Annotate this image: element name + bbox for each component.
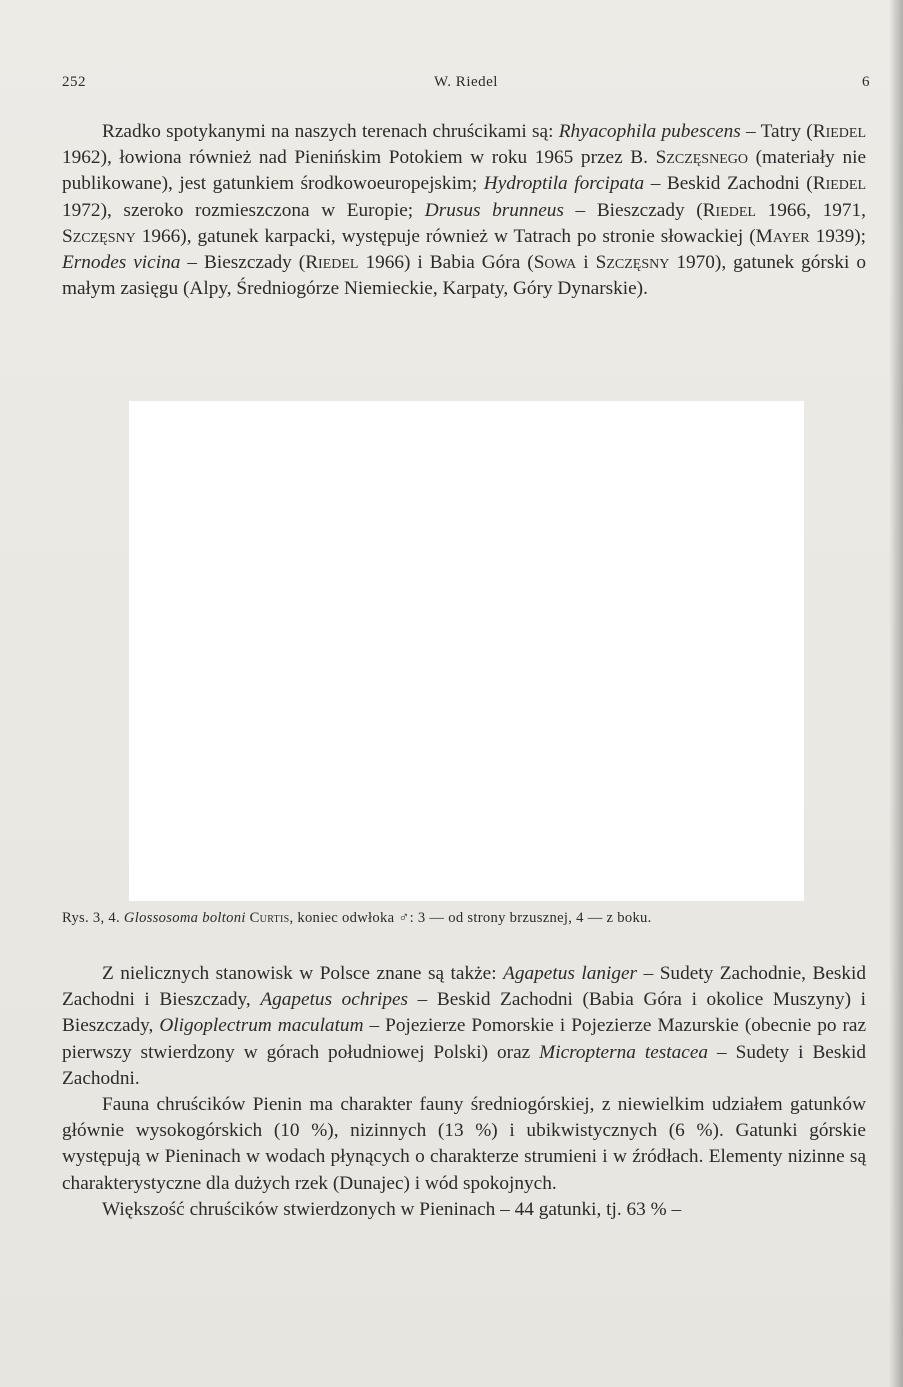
running-head: W. Riedel xyxy=(434,74,498,90)
paragraph-majority: Większość chruścików stwierdzonych w Pieninach – 44 gatunki, tj. 63 % – xyxy=(102,1198,682,1220)
page-edge-shadow xyxy=(889,0,903,1387)
author-name: Szczęsny xyxy=(595,252,670,274)
paragraph-fauna-character: Fauna chruścików Pienin ma charakter fauny średniogórskiej, z niewielkim udziałem gatunków głównie wysokogórskich (10 %), nizinnych (13 %) i ubikwistycznych (6 %). Gatunki górskie występują w Pieninach w wodach płynących o charakterze strumieni i w źródłach. Elementy nizinne są charakterystyczne dla dużych rzek (Dunajec) i wód spokojnych. xyxy=(62,1094,866,1194)
species-name: Agapetus ochripes xyxy=(260,989,409,1011)
species-name: Rhyacophila pubescens xyxy=(558,121,741,142)
species-name: Agapetus laniger xyxy=(503,963,638,984)
paragraph-rare-species: Rzadko spotykanymi na naszych terenach chruścikami są: Rhyacophila pubescens – Tatry (Riedel 1962), łowiona również nad Pienińskim Potokiem w roku 1965 przez B. Szczęsnego (materiały nie publikowane), jest gatunkiem środkowoeuropejskim; Hydroptila forcipata – Beskid Zachodni (Riedel 1972), szeroko rozmieszczona w Europie; Drusus brunneus – Bieszczady (Riedel 1966, 1971, Szczęsny 1966), gatunek karpacki, występuje również w Tatrach po stronie słowackiej (Mayer 1939); Ernodes vicina – Bieszczady (Riedel 1966) i Babia Góra (Sowa i Szczęsny 1970), gatunek górski o małym zasięgu (Alpy, Średniogórze Niemieckie, Karpaty, Góry Dynarskie). xyxy=(62,121,867,300)
figure-placeholder xyxy=(129,401,804,901)
author-name: Riedel xyxy=(305,252,359,274)
author-name: Sowa xyxy=(533,252,577,274)
author-name: Szczęsny xyxy=(62,225,136,247)
caption-species: Glossosoma boltoni xyxy=(123,910,246,926)
page-number: 252 xyxy=(62,74,86,90)
caption-author: Curtis xyxy=(245,910,290,926)
paragraph-other-localities: Z nielicznych stanowisk w Polsce znane są także: Agapetus laniger – Sudety Zachodnie, Beskid Zachodni i Bieszczady, Agapetus ochripes – Beskid Zachodni (Babia Góra i okolice Muszyny) i Bieszczady, Oligoplectrum maculatum – Pojezierze Pomorskie i Pojezierze Mazurskie (obecnie po raz pierwszy stwierdzony w górach południowej Polski) oraz Micropterna testacea – Sudety i Beskid Zachodni. Fauna chruścików Pienin ma charakter fauny średniogórskiej, z niewielkim udziałem gatunków głównie wysokogórskich (10 %), nizinnych (13 %) i ubikwistycznych (6 %). Gatunki górskie występują w Pieninach w wodach płynących o charakterze strumieni i w źródłach. Elementy nizinne są charakterystyczne dla dużych rzek (Dunajec) i wód spokojnych. Większość chruścików stwierdzonych w Pieninach – 44 gatunki, tj. 63 % – xyxy=(62,961,866,1223)
author-name: Riedel xyxy=(812,121,867,142)
species-name: Micropterna testacea xyxy=(539,1041,709,1063)
species-name: Hydroptila forcipata xyxy=(483,173,645,195)
author-name: Riedel xyxy=(702,199,756,221)
species-name: Drusus brunneus xyxy=(424,199,564,221)
figure-caption: Rys. 3, 4. Glossosoma boltoni Curtis, koniec odwłoka ♂: 3 — od strony brzusznej, 4 — z boku. xyxy=(62,910,652,926)
species-name: Oligoplectrum maculatum xyxy=(159,1015,364,1037)
page-header xyxy=(62,74,870,98)
author-name: Mayer xyxy=(755,225,810,247)
species-name: Ernodes vicina xyxy=(62,252,181,274)
author-name: Riedel xyxy=(812,173,867,195)
section-mark: 6 xyxy=(862,74,870,90)
author-name: Szczęsnego xyxy=(655,147,748,169)
